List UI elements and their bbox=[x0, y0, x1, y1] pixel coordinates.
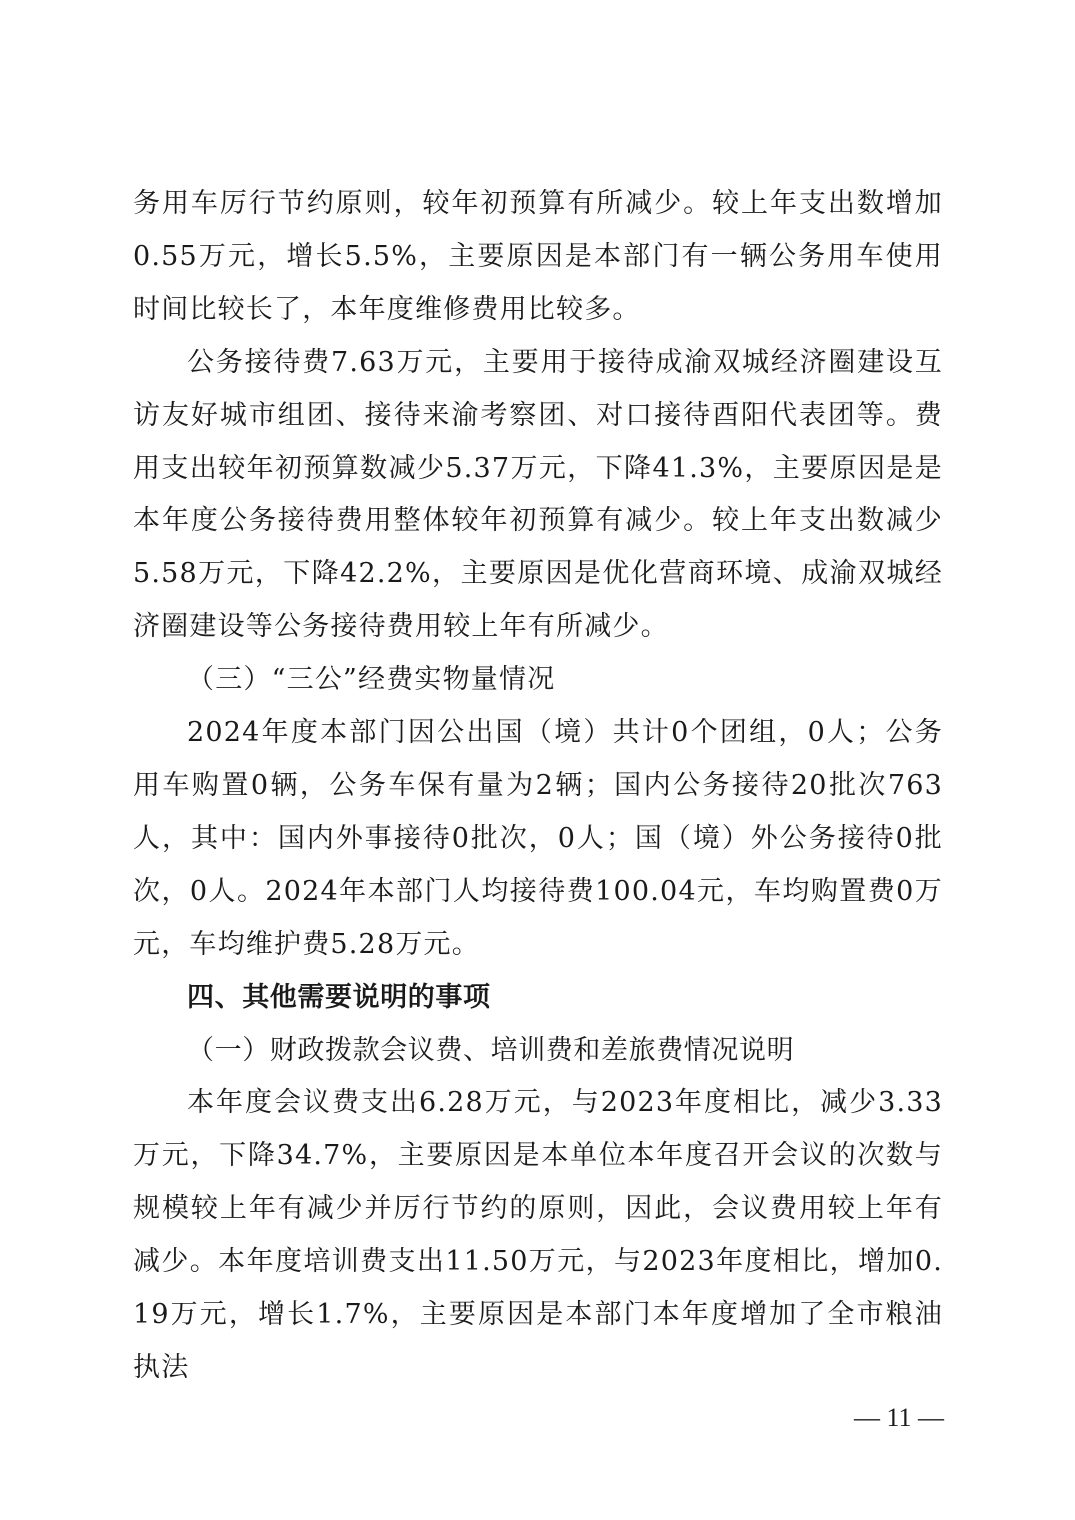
document-body bbox=[133, 178, 943, 1395]
paragraph-reception-expense: 公务接待费7.63万元，主要用于接待成渝双城经济圈建设互访友好城市组团、接待来渝考察团、对口接待酉阳代表团等。费用支出较年初预算数减少5.37万元，下降41.3%，主要原因是是本年度公务接待费用整体较年初预算有减少。较上年支出数减少5.58万元，下降42.2%，主要原因是优化营商环境、成渝双城经济圈建设等公务接待费用较上年有所减少。 bbox=[133, 346, 943, 643]
page-number: — 11 — bbox=[853, 1403, 944, 1432]
subsection-heading-meeting-training-travel: （一）财政拨款会议费、培训费和差旅费情况说明 bbox=[187, 1034, 795, 1066]
heading-three-public-quantities: （三）“三公”经费实物量情况 bbox=[187, 664, 556, 696]
paragraph-quantities-detail: 2024年度本部门因公出国（境）共计0个团组，0人；公务用车购置0辆，公务车保有量为2辆；国内公务接待20批次763人，其中：国内外事接待0批次，0人；国（境）外公务接待0批次，0人。2024年本部门人均接待费100.04元，车均购置费0万元，车均维护费5.28万元。 bbox=[133, 717, 943, 960]
section-heading-other-matters: 四、其他需要说明的事项 bbox=[187, 981, 491, 1013]
paragraph-vehicle-expense-continuation: 务用车厉行节约原则，较年初预算有所减少。较上年支出数增加0.55万元，增长5.5%，主要原因是本部门有一辆公务用车使用时间比较长了，本年度维修费用比较多。 bbox=[133, 188, 943, 325]
paragraph-meeting-training-expense: 本年度会议费支出6.28万元，与2023年度相比，减少3.33万元，下降34.7%，主要原因是本单位本年度召开会议的次数与规模较上年有减少并厉行节约的原则，因此，会议费用较上年有减少。本年度培训费支出11.50万元，与2023年度相比，增加0.19万元，增长1.7%，主要原因是本部门本年度增加了全市粮油执法 bbox=[133, 1087, 943, 1383]
